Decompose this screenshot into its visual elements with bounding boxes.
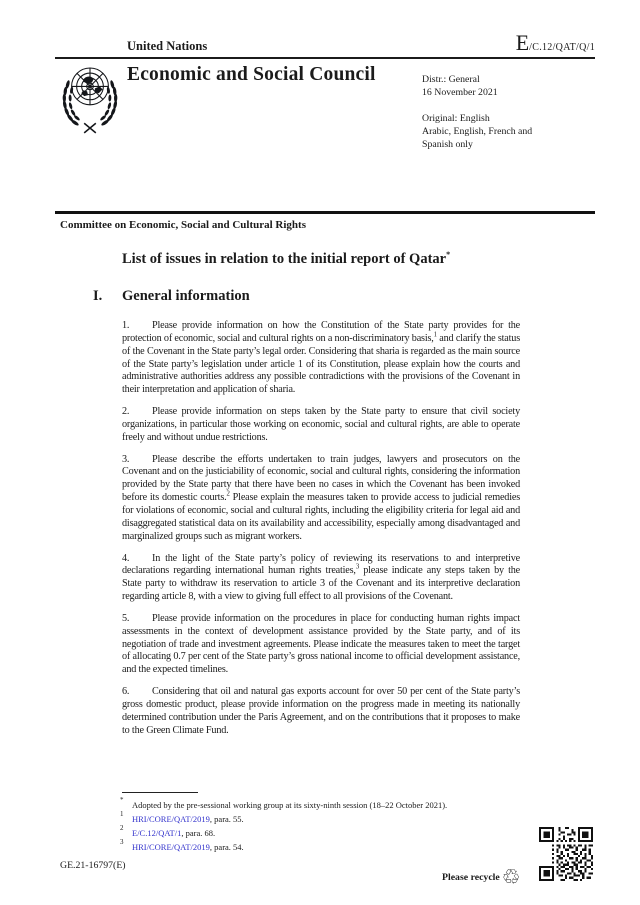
footnote-marker: *: [120, 795, 124, 804]
paragraph-5: [122, 613, 520, 677]
section-divider-rule: [55, 211, 595, 214]
footnote-3: [120, 839, 540, 853]
footnote-marker: 1: [120, 809, 124, 818]
distribution-info: [422, 73, 498, 99]
document-title-text: List of issues in relation to the initial report of Qatar: [122, 250, 447, 267]
paragraph-2: [122, 406, 520, 445]
footnote-ref[interactable]: 3: [355, 563, 360, 571]
paragraph-number: 6.: [122, 686, 130, 698]
paragraph-text: please indicate any steps taken by the State party to withdraw its reservation to article 3 of the Covenant and its interpretive declaration regarding article 8, with a view to giving full effect to all provisions of the Covenant.: [122, 565, 520, 603]
paragraph-text: In the light of the State party’s policy of reviewing its reservations to and interpretive declarations regarding international human rights treaties,: [122, 552, 520, 577]
footnote-marker: 3: [120, 837, 124, 846]
footnote-text: , para. 54.: [209, 841, 244, 852]
title-footnote-marker: *: [446, 250, 451, 259]
section-number: I.: [93, 288, 103, 304]
ge-number: GE.21-16797(E): [60, 860, 126, 871]
paragraph-6: [122, 686, 520, 737]
document-title: [122, 250, 450, 268]
committee-name: Committee on Economic, Social and Cultural Rights: [60, 219, 306, 231]
footnote-marker: 2: [120, 823, 124, 832]
footnote-text: , para. 55.: [209, 813, 244, 824]
footnote-separator: [122, 792, 198, 793]
paragraph-text: Please explain the measures taken to provide access to judicial remedies for violations of economic, social and cultural rights, including the eligibility criteria for legal aid and disaggregated statistical data on its availability and accessibility, especially among disadvantaged and marginalized groups such as migrant workers.: [122, 492, 521, 542]
footnote-link[interactable]: E/C.12/QAT/1: [132, 827, 182, 838]
org-title: Economic and Social Council: [127, 64, 376, 85]
doc-symbol: [516, 30, 595, 56]
paragraph-text: Please provide information on how the Constitution of the State party provides for the protection of economic, social and cultural rights on a non-discriminatory basis,: [122, 320, 520, 344]
paragraph-text: Please describe the efforts undertaken to train judges, lawyers and prosecutors on the Covenant and on the justiciability of economic, social and cultural rights, considering the information provided by the State party that there have been no cases in which the Covenant has been invoked before its domestic courts.: [122, 453, 520, 504]
paragraph-number: 3.: [122, 453, 130, 465]
languages-line-2: Spanish only: [422, 139, 473, 150]
languages-line-1: Arabic, English, French and: [422, 126, 533, 137]
recycle-icon: ♲: [501, 865, 521, 889]
original-line: Original: English: [422, 113, 490, 124]
please-recycle: [442, 861, 521, 889]
doc-symbol-letter: E: [515, 30, 530, 55]
footnote-1: [120, 811, 540, 825]
paragraph-text: and clarify the status of the Covenant in the State party’s legal order. Considering that sharia is regarded as the main source of the State party’s legislation under article 1 of its Constitution, please explain how the courts and administrative authorities address any possible contradictions with the provisions of the Covenant in their interpretation and application of sharia.: [122, 332, 520, 396]
footnote-link[interactable]: HRI/CORE/QAT/2019: [132, 813, 210, 824]
paragraph-number: 4.: [122, 552, 130, 564]
date-line: 16 November 2021: [422, 87, 498, 98]
doc-symbol-number: /C.12/QAT/Q/1: [529, 42, 595, 53]
paragraph-list: [122, 320, 520, 746]
section-title: General information: [122, 288, 250, 304]
language-info: [422, 112, 562, 151]
un-label: United Nations: [127, 39, 208, 53]
paragraph-1: [122, 320, 520, 397]
qr-code: [539, 827, 593, 881]
paragraph-text: Please provide information on the procedures in place for conducting human rights impact assessments in the context of development assistance provided by the State party, and of its negotiation of trade and investment agreements. Please indicate the measures taken to meet the target of allocating 0.7 per cent of the State party’s gross national income to official development assistance, and the expected timelines.: [122, 612, 520, 676]
un-emblem-icon: [59, 61, 121, 137]
paragraph-4: [122, 553, 520, 604]
footnote-text: , para. 68.: [181, 827, 216, 838]
footnote-ref[interactable]: 1: [433, 331, 437, 339]
footnote-text: Adopted by the pre-sessional working group at its sixty-ninth session (18–22 October 2021).: [132, 799, 448, 810]
footnote-ref[interactable]: 2: [226, 490, 230, 498]
recycle-label: Please recycle: [442, 872, 500, 883]
footnote-2: [120, 825, 540, 839]
header-rule: [55, 57, 595, 59]
section-heading: [93, 288, 250, 305]
paragraph-number: 1.: [122, 320, 130, 331]
paragraph-text: Considering that oil and natural gas exports account for over 50 per cent of the State party’s gross domestic product, please provide information on the progress made in meeting its nationally determined contribution under the Paris Agreement, and on the contributions that it proposes to make to the Green Climate Fund.: [122, 686, 520, 736]
paragraph-text: Please provide information on steps taken by the State party to ensure that civil society organizations, in particular those working on economic, social and cultural rights, are able to operate freely and without undue restrictions.: [122, 406, 520, 443]
paragraph-3: [122, 454, 520, 544]
footnote-list: [120, 797, 540, 853]
paragraph-number: 5.: [122, 612, 130, 624]
footnote-link[interactable]: HRI/CORE/QAT/2019: [132, 841, 210, 852]
footnote-asterisk: [120, 797, 540, 811]
paragraph-number: 2.: [122, 406, 130, 418]
distr-line: Distr.: General: [422, 74, 480, 85]
